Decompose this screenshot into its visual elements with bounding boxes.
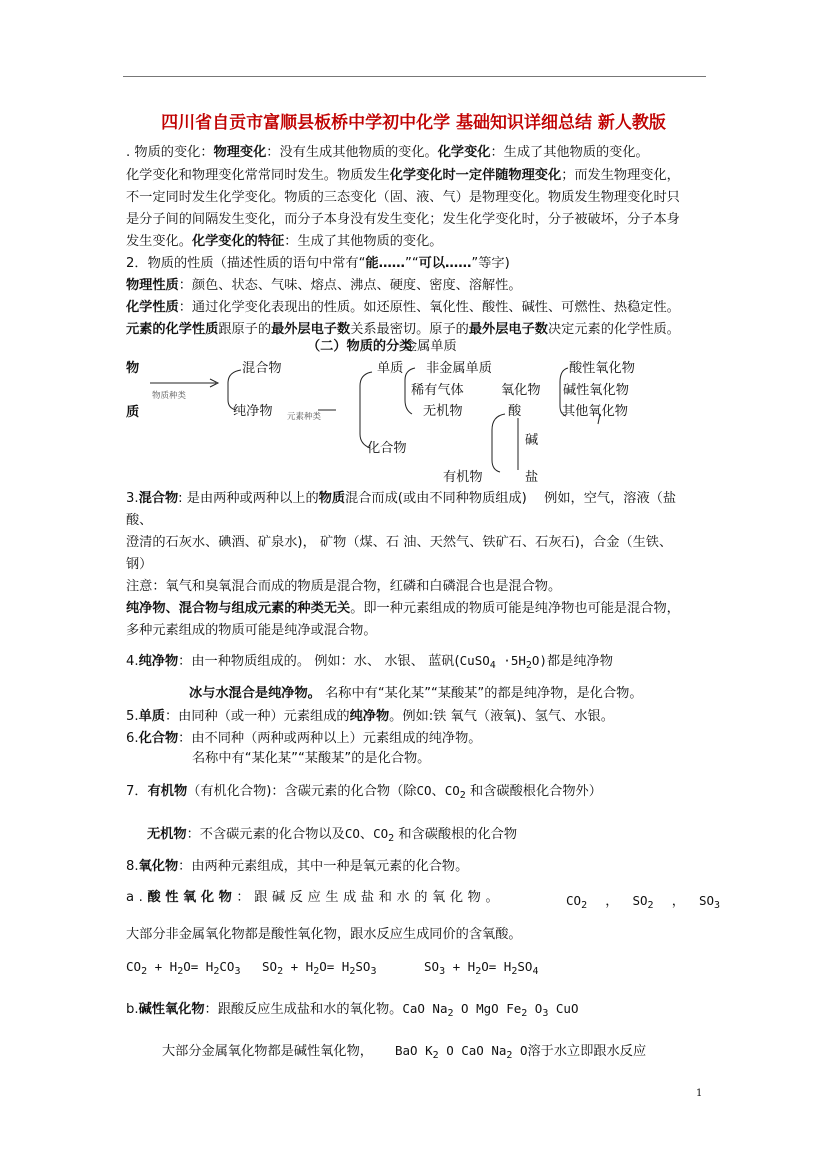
term-inorganic: 无机物 <box>147 827 187 842</box>
text: 混合而成(或由不同种物质组成) 例如，空气，溶液（盐 <box>345 491 677 506</box>
s8-metal-oxide-note <box>162 1042 646 1065</box>
label-zhi: 质 <box>126 405 140 420</box>
text: ：由不同种（两种或两种以上）元素组成的纯净物。 <box>178 731 482 746</box>
formula: CO <box>416 783 432 798</box>
formula: CO <box>566 893 582 908</box>
text: ：由两种元素组成，其中一种是氧元素的化合物。 <box>178 859 469 874</box>
text: 、 <box>359 827 374 842</box>
node-acid: 酸 <box>508 404 522 419</box>
diagram-heading: （二）物质的分类 <box>307 339 413 354</box>
bold-text: 化学性质 <box>126 300 179 315</box>
text: 。例如:铁 氧气（液氧)、氢气、水银。 <box>389 709 614 724</box>
subscript: 2 <box>177 966 184 977</box>
node-element: 单质 <box>377 361 404 376</box>
equation-so3 <box>424 958 538 981</box>
formula: O <box>527 1001 543 1016</box>
text: : 是由两种或两种以上的 <box>178 491 319 506</box>
s3-line5: 注意：氧气和臭氧混合而成的物质是混合物，红磷和白磷混合也是混合物。 <box>126 579 562 594</box>
subscript: 3 <box>370 966 377 977</box>
s6-line1 <box>126 730 481 748</box>
term-mixture: 混合物 <box>138 491 179 506</box>
text: ：跟碱反应生成盐和水的氧化物。 <box>236 890 504 905</box>
text: 发生变化。 <box>126 234 192 249</box>
subscript: 2 <box>459 790 466 801</box>
subscript: 3 <box>234 966 241 977</box>
text: 8. <box>126 859 139 874</box>
formula: O CaO Na <box>438 1043 507 1058</box>
term-chemical-change: 化学变化 <box>437 145 491 160</box>
page-number: 1 <box>696 1088 703 1099</box>
subscript: 2 <box>432 1050 439 1061</box>
subscript: 2 <box>213 966 220 977</box>
s4-line2 <box>189 685 643 703</box>
arrow-label-substance-kind: 物质种类 <box>152 391 187 401</box>
text: ：由一种物质组成的。 例如：水、 水银、 蓝矾( <box>178 654 460 669</box>
label-element-kind: 元素种类 <box>287 412 322 422</box>
formula: + H <box>283 959 314 974</box>
text: ：颜色、状态、气味、熔点、沸点、硬度、密度、溶解性。 <box>178 278 522 293</box>
s3-line6 <box>126 600 680 618</box>
s6-line2: 名称中有“某化某”“某酸某”的是化合物。 <box>192 751 431 766</box>
subscript: 2 <box>475 966 482 977</box>
formula: CuO <box>548 1001 579 1016</box>
term-element: 单质 <box>138 709 165 724</box>
formula: SO <box>632 893 648 908</box>
formula: CO <box>373 826 389 841</box>
term-compound: 化合物 <box>138 731 179 746</box>
text: ：不含碳元素的化合物以及 <box>186 827 345 842</box>
text: 化学变化和物理变化常常同时发生。物质发生 <box>126 168 390 183</box>
bold-text: 化学变化时一定伴随物理变化 <box>389 168 562 183</box>
s7-line2 <box>147 825 517 848</box>
text: 名称中有“某化某”“某酸某”的都是纯净物，是化合物。 <box>320 686 643 701</box>
formula: BaO K <box>395 1043 433 1058</box>
text: ：生成了其他物质的变化。 <box>284 234 443 249</box>
text: 、 <box>431 784 445 799</box>
formula: SO <box>355 959 371 974</box>
formula: CO <box>219 959 235 974</box>
equation-so2 <box>262 958 376 981</box>
s8-line1 <box>126 858 468 876</box>
text: ：生成了其他物质的变化。 <box>490 145 649 160</box>
formula: SO <box>517 959 533 974</box>
text: 大部分金属氧化物都是碱性氧化物， <box>162 1044 373 1059</box>
header-rule <box>123 76 706 77</box>
s7-line1 <box>126 782 602 805</box>
text: ；而发生物理变化， <box>561 168 680 183</box>
s5-line <box>126 708 614 726</box>
formula: CuSO <box>459 653 490 668</box>
bold-text: 纯净物 <box>349 709 390 724</box>
bold-text: 冰与水混合是纯净物。 <box>189 686 321 701</box>
s4-line1 <box>126 652 613 675</box>
subscript: 2 <box>277 966 284 977</box>
formula: + H <box>445 959 476 974</box>
s3-line2: 酸、 <box>126 513 153 528</box>
s3-line4: 钢） <box>126 557 153 572</box>
node-metal-element: 金属单质 <box>404 339 457 354</box>
text: 都是纯净物 <box>546 654 613 669</box>
text: 决定元素的化学性质。 <box>548 322 680 337</box>
s1-line5 <box>126 233 443 251</box>
term-organic: 有机物 <box>147 784 188 799</box>
bold-text: 化学变化的特征 <box>191 234 285 249</box>
text: ：由同种（或一种）元素组成的 <box>164 709 350 724</box>
term-acidic-oxide: 酸性氧化物 <box>147 890 237 905</box>
node-nonmetal-element: 非金属单质 <box>426 361 492 376</box>
formula: CO <box>444 783 460 798</box>
s3-line7: 多种元素组成的物质可能是纯净或混合物。 <box>126 623 377 638</box>
node-compound: 化合物 <box>367 441 407 456</box>
text: 关系最密切。原子的 <box>350 322 469 337</box>
s3-line1 <box>126 490 676 508</box>
formula: O= H <box>481 959 512 974</box>
node-inorganic: 无机物 <box>423 404 463 419</box>
bold-text: 物理性质 <box>126 278 179 293</box>
subscript: 2 <box>525 660 532 671</box>
text: 跟原子的 <box>218 322 272 337</box>
text: （有机化合物)：含碳元素的化合物（除 <box>187 784 417 799</box>
node-organic: 有机物 <box>443 470 483 485</box>
subscript: 2 <box>521 1008 528 1019</box>
formula: O <box>512 1043 528 1058</box>
text: ：跟酸反应生成盐和水的氧化物。 <box>204 1002 403 1017</box>
term-pure-substance: 纯净物 <box>138 654 179 669</box>
subscript: 2 <box>349 966 356 977</box>
s1-line4: 是分子间的间隔发生变化，而分子本身没有发生变化；发生化学变化时，分子被破坏，分子本身 <box>126 212 680 227</box>
s1-line2 <box>126 167 680 185</box>
equation-co2 <box>126 958 240 981</box>
subscript: 2 <box>447 1008 454 1019</box>
bold-text: 物质 <box>318 491 346 506</box>
s2-line3 <box>126 299 680 317</box>
separator: ， <box>605 894 619 909</box>
formula: O= H <box>319 959 350 974</box>
s2-line1 <box>126 255 510 273</box>
text: b. <box>126 1002 139 1017</box>
text: 和含碳酸根的化合物 <box>394 827 518 842</box>
text: 和含碳酸根化合物外） <box>465 784 602 799</box>
subscript: 4 <box>489 660 496 671</box>
node-other-oxide: 其他氧化物 <box>562 404 628 419</box>
subscript: 2 <box>141 966 148 977</box>
text: . 物质的变化： <box>126 145 214 160</box>
text: 3. <box>126 491 139 506</box>
formula: O= H <box>183 959 214 974</box>
bold-text: 元素的化学性质 <box>126 322 219 337</box>
text: 4. <box>126 654 139 669</box>
text: ”等字) <box>471 256 510 271</box>
text: ：没有生成其他物质的变化。 <box>266 145 438 160</box>
node-mixture: 混合物 <box>242 361 282 376</box>
s2-line2 <box>126 277 522 295</box>
formula: SO <box>424 959 440 974</box>
s8-acidic-oxide-line <box>126 889 503 907</box>
term-oxide: 氧化物 <box>138 859 179 874</box>
formula: CaO Na <box>402 1001 448 1016</box>
text: ”“ <box>404 256 419 271</box>
subscript: 3 <box>542 1008 549 1019</box>
s8-nonmetal-oxide-note: 大部分非金属氧化物都是酸性氧化物，跟水反应生成同价的含氧酸。 <box>126 927 522 942</box>
formula: SO <box>698 893 715 908</box>
formula: CO <box>126 959 142 974</box>
node-salt: 盐 <box>525 470 539 485</box>
formula: O MgO Fe <box>453 1001 522 1016</box>
label-wu: 物 <box>126 361 140 376</box>
bold-text: 纯净物、混合物与组成元素的种类无关 <box>126 601 351 616</box>
text: 。即一种元素组成的物质可能是纯净物也可能是混合物， <box>350 601 680 616</box>
s1-line3: 不一定同时发生化学变化。物质的三态变化（固、液、气）是物理变化。物质发生物理变化时只 <box>126 190 680 205</box>
bold-text: 最外层电子数 <box>271 322 351 337</box>
text: 6. <box>126 731 139 746</box>
subscript: 2 <box>647 900 654 911</box>
node-pure-substance: 纯净物 <box>233 404 273 419</box>
formula: CO <box>344 826 360 841</box>
text: a. <box>126 890 148 905</box>
s3-line3: 澄清的石灰水、碘酒、矿泉水)， 矿物（煤、石 油、天然气、铁矿石、石灰石)，合金（生铁、 <box>126 535 673 550</box>
formula: O) <box>531 653 547 668</box>
subscript: 3 <box>439 966 446 977</box>
term-basic-oxide: 碱性氧化物 <box>138 1002 205 1017</box>
subscript: 3 <box>714 900 721 911</box>
subscript: 2 <box>313 966 320 977</box>
text: ：通过化学变化表现出的性质。如还原性、氧化性、酸性、碱性、可燃性、热稳定性。 <box>178 300 680 315</box>
formula: + H <box>147 959 178 974</box>
subscript: 2 <box>388 833 395 844</box>
s2-line4 <box>126 321 680 339</box>
s1-line1 <box>126 144 649 162</box>
bold-text: 最外层电子数 <box>468 322 548 337</box>
term-physical-change: 物理变化 <box>213 145 267 160</box>
text: 7． <box>126 784 148 799</box>
subscript: 4 <box>532 966 539 977</box>
node-basic-oxide: 碱性氧化物 <box>563 383 629 398</box>
subscript: 2 <box>511 966 518 977</box>
text: 5. <box>126 709 139 724</box>
node-oxide: 氧化物 <box>501 383 541 398</box>
formula: SO <box>262 959 278 974</box>
bold-text: 能…… <box>365 256 405 271</box>
s8-basic-oxide-line <box>126 1000 578 1023</box>
node-acidic-oxide: 酸性氧化物 <box>569 361 635 376</box>
text: 2．物质的性质（描述性质的语句中常有“ <box>126 256 366 271</box>
formula: ·5H <box>495 653 526 668</box>
acidic-oxide-formulas <box>566 892 720 915</box>
text: 溶于水立即跟水反应 <box>527 1044 647 1059</box>
subscript: 2 <box>506 1050 513 1061</box>
node-base: 碱 <box>525 433 539 448</box>
node-noble-gas: 稀有气体 <box>411 383 464 398</box>
separator: ， <box>671 894 685 909</box>
subscript: 2 <box>581 900 588 911</box>
bold-text: 可以…… <box>418 256 472 271</box>
page-title: 四川省自贡市富顺县板桥中学初中化学 基础知识详细总结 新人教版 <box>161 113 666 133</box>
